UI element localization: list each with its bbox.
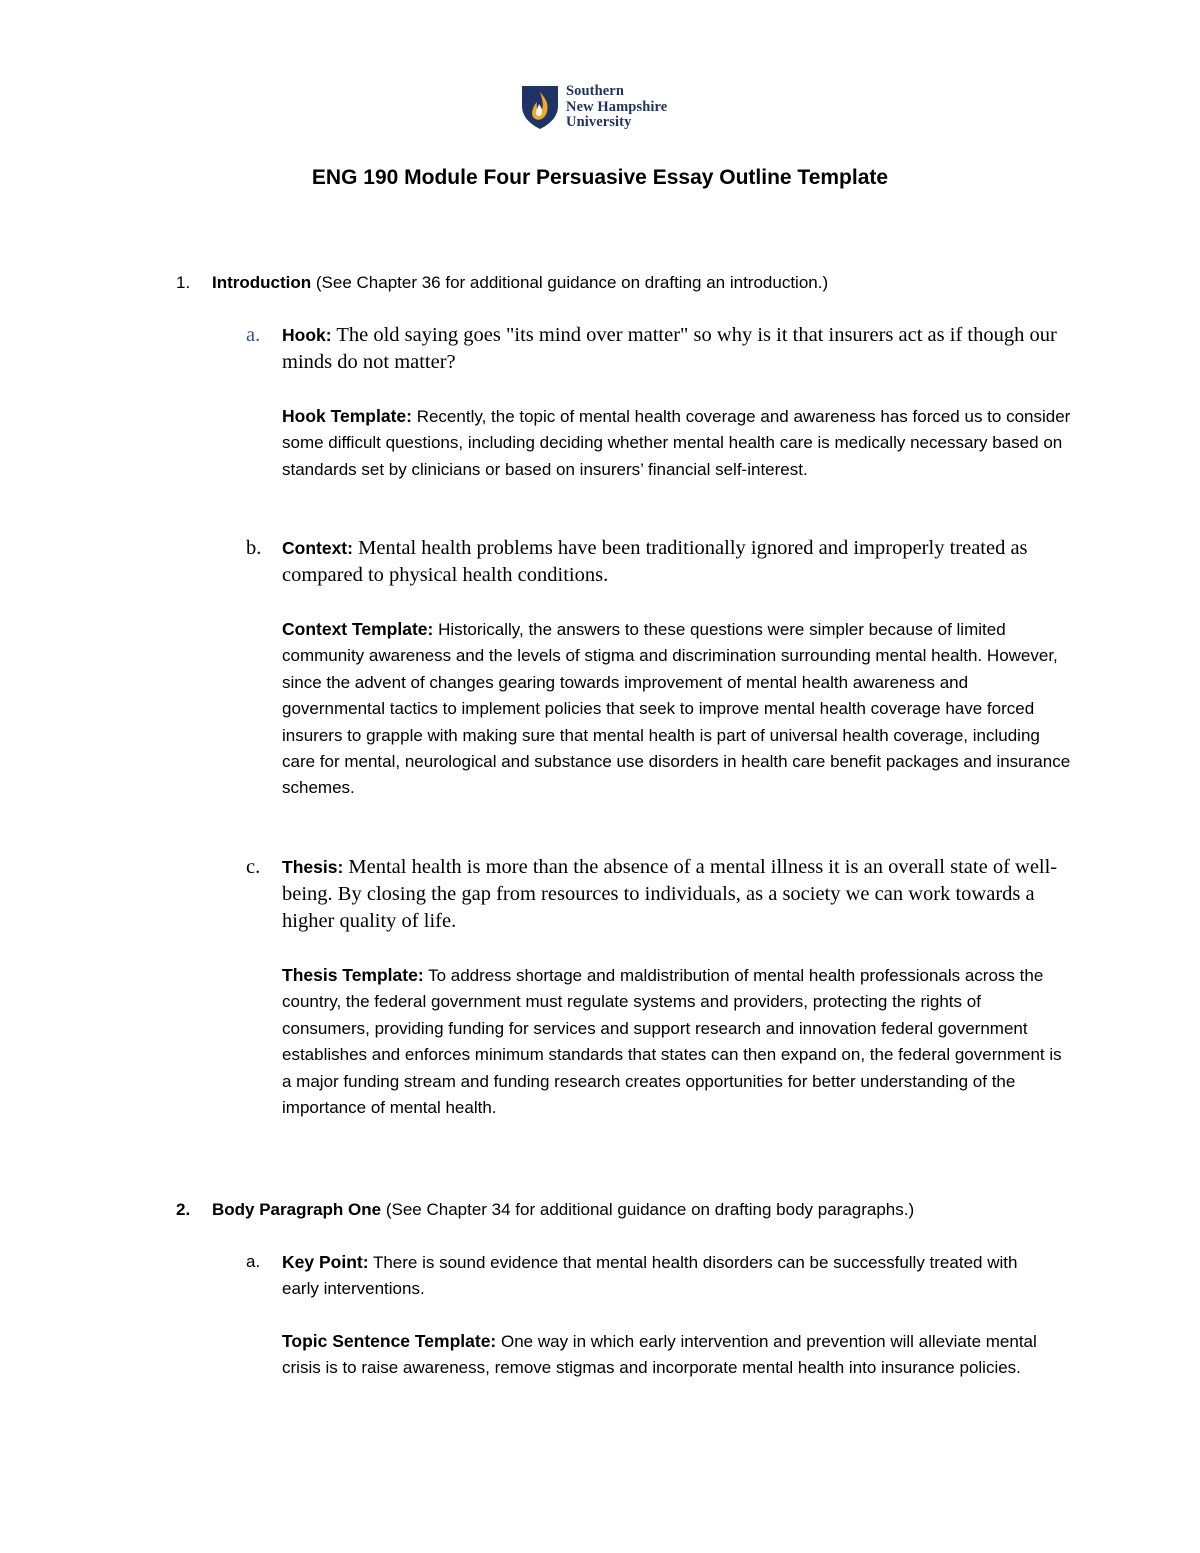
section-number: 1.: [176, 273, 191, 292]
template-text: One way in which early intervention and prevention will alleviate mental crisis is to raise awareness, remove stigmas and incorporate mental health into insurance policies.: [282, 1332, 1037, 1378]
template-label: Topic Sentence Template:: [282, 1331, 497, 1351]
section-heading-body-paragraph-one: [176, 1197, 914, 1223]
university-logo: [520, 84, 690, 134]
template-label: Thesis Template:: [282, 965, 424, 985]
list-item-context: [246, 535, 1076, 589]
template-label: Context Template:: [282, 619, 434, 639]
section-note: (See Chapter 34 for additional guidance on drafting body paragraphs.): [385, 1200, 915, 1219]
shield-flame-icon: [520, 84, 560, 130]
section-note: (See Chapter 36 for additional guidance on drafting an introduction.): [315, 273, 829, 292]
section-heading-introduction: [176, 270, 828, 296]
item-letter: c.: [246, 856, 261, 878]
topic-sentence-template: [282, 1328, 1042, 1382]
logo-line-1: Southern: [566, 83, 625, 99]
list-item-key-point: [246, 1249, 1076, 1303]
item-body: [282, 1249, 1042, 1303]
item-body: [282, 854, 1076, 935]
logo-wordmark: [566, 84, 667, 131]
section-number: 2.: [176, 1200, 191, 1219]
section-title: Introduction: [212, 273, 312, 292]
item-letter: a.: [246, 1252, 261, 1271]
item-label: Hook:: [282, 325, 332, 345]
template-label: Hook Template:: [282, 406, 412, 426]
section-title: Body Paragraph One: [212, 1200, 382, 1219]
item-text: The old saying goes "its mind over matter" so why is it that insurers act as if though our minds do not matter?: [282, 324, 1057, 373]
item-text: There is sound evidence that mental health disorders can be successfully treated with early interventions.: [282, 1253, 1018, 1299]
item-letter: b.: [246, 537, 262, 559]
logo-line-2: New Hampshire: [566, 98, 668, 115]
template-text: Recently, the topic of mental health coverage and awareness has forced us to consider some difficult questions, including deciding whether mental health care is medically necessary based on standards set by clinicians or based on insurers’ financial self-interest.: [282, 407, 1071, 479]
item-letter: a.: [246, 324, 261, 346]
context-template: [282, 616, 1072, 802]
item-body: [282, 322, 1076, 376]
list-item-hook: [246, 322, 1076, 376]
item-label: Thesis:: [282, 857, 344, 877]
document-title: ENG 190 Module Four Persuasive Essay Outline Template: [311, 166, 889, 189]
item-text: Mental health problems have been traditionally ignored and improperly treated as compared to physical health conditions.: [282, 537, 1028, 586]
list-item-thesis: [246, 854, 1076, 935]
item-label: Key Point:: [282, 1252, 369, 1272]
item-body: [282, 535, 1076, 589]
item-text: Mental health is more than the absence of a mental illness it is an overall state of well-being. By closing the gap from resources to individuals, as a society we can work towards a higher quality of life.: [282, 856, 1058, 932]
template-text: To address shortage and maldistribution of mental health professionals across the country, the federal government must regulate systems and providers, protecting the rights of consumers, providing funding for services and support research and innovation federal government establishes and enforces minimum standards that states can then expand on, the federal government is a major funding stream and funding research creates opportunities for better understanding of the importance of mental health.: [282, 966, 1062, 1118]
template-text: Historically, the answers to these questions were simpler because of limited community awareness and the levels of stigma and discrimination surrounding mental health. However, since the advent of changes gearing towards improvement of mental health awareness and governmental tactics to implement policies that seek to improve mental health coverage have forced insurers to grapple with making sure that mental health is part of universal health coverage, including care for mental, neurological and substance use disorders in health care benefit packages and insurance schemes.: [282, 620, 1071, 798]
hook-template: [282, 403, 1072, 483]
logo-line-3: University: [566, 114, 632, 130]
thesis-template: [282, 962, 1072, 1121]
item-label: Context:: [282, 538, 353, 558]
